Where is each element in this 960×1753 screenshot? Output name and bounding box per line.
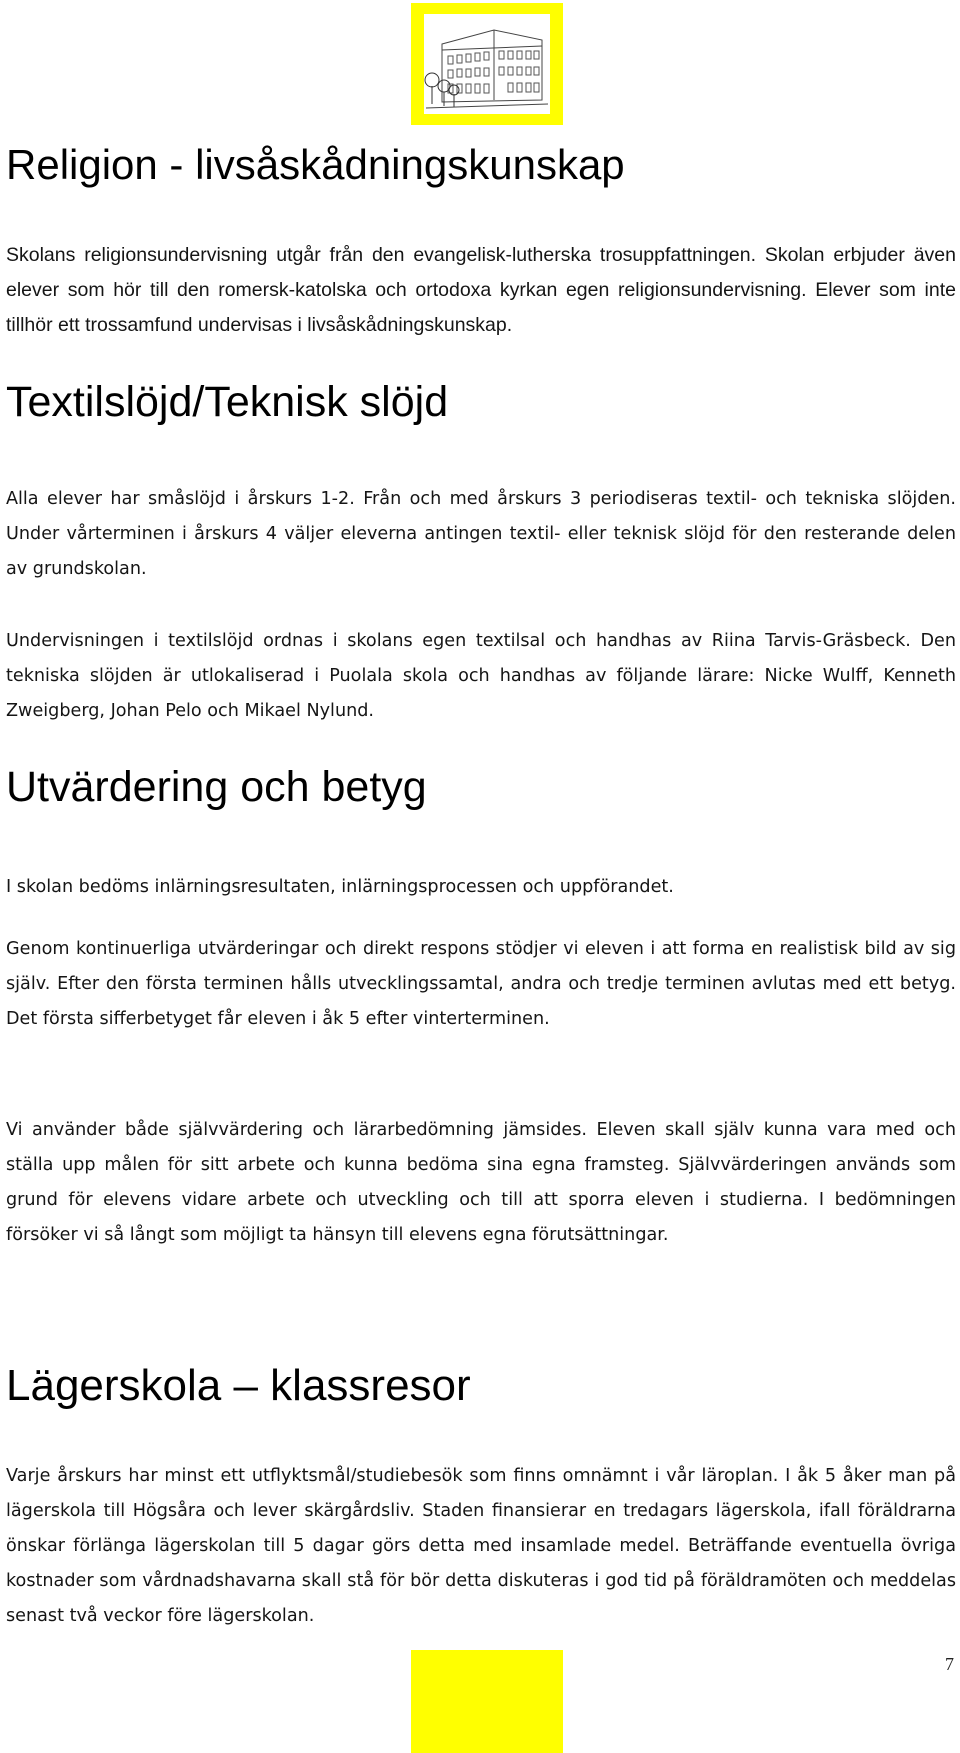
footer-yellow-block [411,1650,563,1753]
heading-religion: Religion - livsåskådningskunskap [6,141,625,188]
paragraph-camp: Varje årskurs har minst ett utflyktsmål/studiebesök som finns omnämnt i vår läroplan. I åk 5 åker man på lägerskola till Högsåra och lever skärgårdsliv. Staden finansierar en tredagars lägerskola, ifall föräldrarna önskar förlänga lägerskolan till 5 dagar görs detta med insamlade medel. Beträffande eventuella övriga kostnader som vårdnadshavarna skall stå för bör detta diskuteras i god tid på föräldramöten och meddelas senast två veckor före lägerskolan. [6,1466,956,1626]
paragraph-assessment-2: Genom kontinuerliga utvärderingar och direkt respons stödjer vi eleven i att forma en realistisk bild av sig själv. Efter den första terminen hålls utvecklingssamtal, andra och tredje terminen avlutas med ett betyg. Det första sifferbetyget får eleven i åk 5 efter vinterterminen. [6,939,956,1029]
heading-textile: Textilslöjd/Teknisk slöjd [6,378,449,426]
school-logo [411,3,563,125]
heading-assessment: Utvärdering och betyg [6,763,427,811]
paragraph-textile-2: Undervisningen i textilslöjd ordnas i skolans egen textilsal och handhas av Riina Tarvis-Gräsbeck. Den tekniska slöjden är utlokaliserad i Puolala skola och handhas av följande lärare: Nicke Wulff, Kenneth Zweigberg, Johan Pelo och Mikael Nylund. [6,631,956,721]
page-number: 7 [945,1654,954,1674]
heading-camp: Lägerskola – klassresor [6,1361,471,1410]
paragraph-assessment-1: I skolan bedöms inlärningsresultaten, inlärningsprocessen och uppförandet. [6,877,674,897]
paragraph-assessment-3: Vi använder både självvärdering och lärarbedömning jämsides. Eleven skall själv kunna vara med och ställa upp målen för sitt arbete och kunna bedöma sina egna framsteg. Självvärderingen används som grund för elevens vidare arbete och utveckling och till att sporra eleven i studierna. I bedömningen försöker vi så långt som möjligt ta hänsyn till elevens egna förutsättningar. [6,1120,956,1245]
paragraph-textile-1: Alla elever har småslöjd i årskurs 1-2. Från och med årskurs 3 periodiseras textil- och tekniska slöjden. Under vårterminen i årskurs 4 väljer eleverna antingen textil- eller teknisk slöjd för den resterande delen av grundskolan. [6,489,956,579]
school-building-icon [424,14,550,114]
paragraph-religion: Skolans religionsundervisning utgår från den evangelisk-lutherska trosuppfattningen. Skolan erbjuder även elever som hör till den romersk-katolska och ortodoxa kyrkan egen religionsundervisning. Elever som inte tillhör ett trossamfund undervisas i livsåskådningskunskap. [6,244,956,336]
